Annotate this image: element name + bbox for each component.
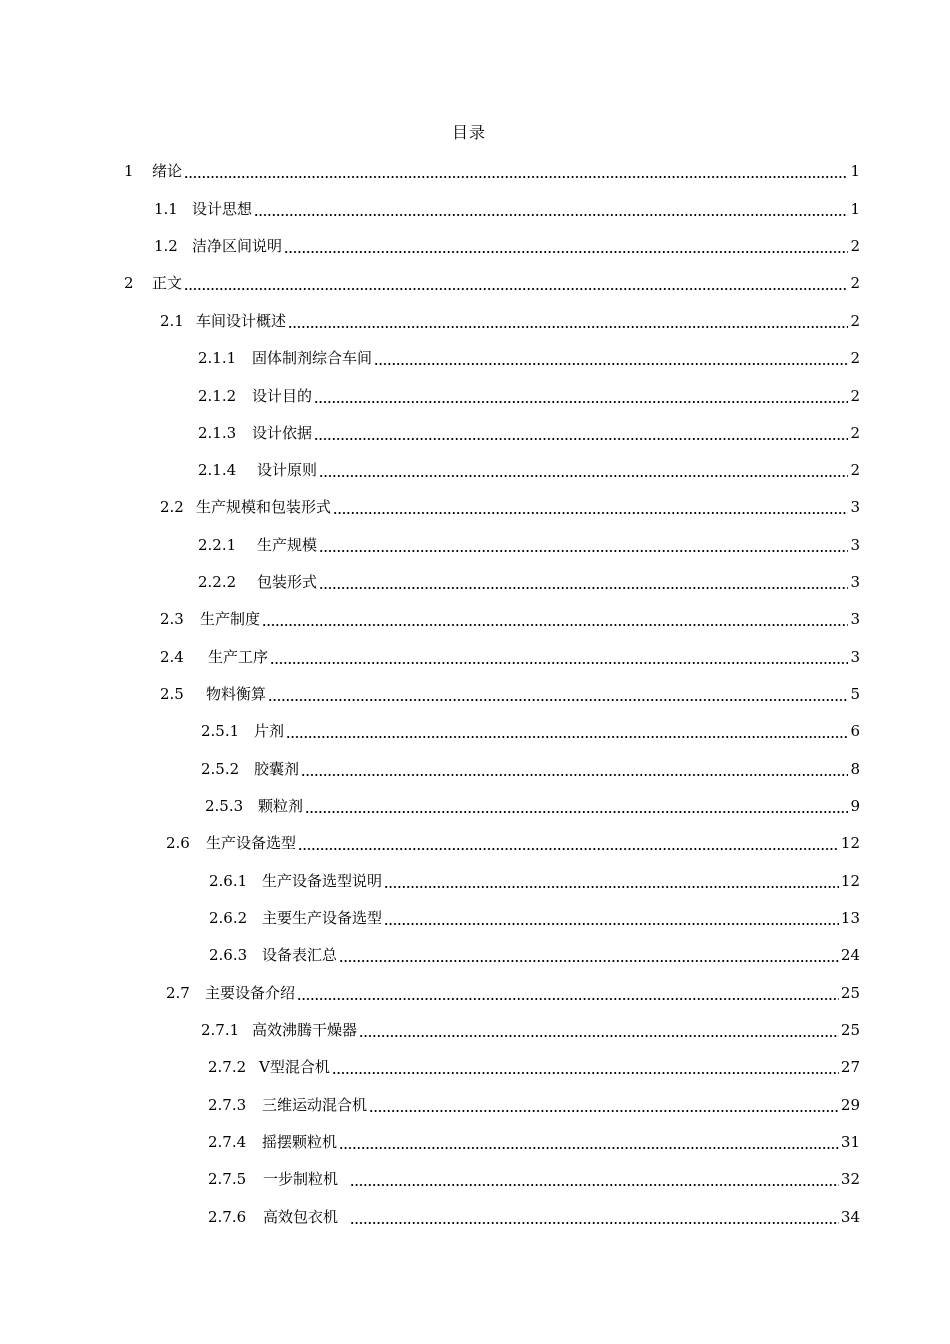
toc-entry-label: 包装形式	[257, 573, 318, 591]
toc-entry-page: 6	[850, 722, 860, 740]
dot-leader	[319, 532, 848, 558]
toc-entry-label: 洁净区间说明	[192, 237, 283, 255]
toc-entry-number: 2.1	[160, 312, 184, 330]
toc-entry-1-2[interactable]	[154, 233, 860, 259]
dot-leader	[319, 457, 848, 483]
dot-leader	[333, 494, 848, 520]
dot-leader	[384, 905, 839, 931]
toc-entry-label: 设计目的	[252, 387, 313, 405]
toc-entry-2-2-2[interactable]	[198, 569, 860, 595]
dot-leader	[339, 942, 839, 968]
toc-entry-label: 绪论	[152, 162, 183, 180]
toc-entry-2-1[interactable]	[160, 308, 860, 334]
dot-leader	[384, 868, 839, 894]
toc-entry-label: 主要设备介绍	[205, 984, 296, 1002]
dot-leader	[350, 1204, 839, 1230]
dot-leader	[284, 233, 848, 259]
toc-entry-number: 2.6	[166, 834, 190, 852]
toc-entry-page: 34	[840, 1208, 860, 1226]
toc-entry-page: 3	[850, 610, 860, 628]
toc-entry-page: 12	[840, 872, 860, 890]
toc-entry-number: 2.1.4	[198, 461, 237, 479]
dot-leader	[262, 606, 848, 632]
toc-entry-page: 32	[840, 1170, 860, 1188]
toc-entry-2-7[interactable]	[166, 980, 860, 1006]
toc-entry-2-5[interactable]	[160, 681, 860, 707]
toc-entry-2-1-4[interactable]	[198, 457, 860, 483]
toc-entry-page: 13	[840, 909, 860, 927]
toc-entry-page: 8	[850, 760, 860, 778]
toc-entry-number: 2.2	[160, 498, 184, 516]
toc-entry-label: 高效沸腾干燥器	[252, 1021, 358, 1039]
toc-entry-number: 2.2.1	[198, 536, 237, 554]
toc-entry-label: 三维运动混合机	[262, 1096, 368, 1114]
dot-leader	[184, 158, 848, 184]
toc-entry-2-7-1[interactable]	[201, 1017, 860, 1043]
toc-entry-2-6[interactable]	[166, 830, 860, 856]
toc-entry-2-4[interactable]	[160, 644, 860, 670]
toc-entry-page: 3	[850, 648, 860, 666]
toc-entry-label: 一步制粒机	[263, 1170, 339, 1188]
toc-entry-2-2-1[interactable]	[198, 532, 860, 558]
toc-entry-2-2[interactable]	[160, 494, 860, 520]
toc-entry-label: V型混合机	[259, 1058, 330, 1076]
toc-entry-label: 设计原则	[257, 461, 318, 479]
toc-entry-page: 1	[850, 162, 860, 180]
toc-entry-page: 2	[850, 274, 860, 292]
toc-entry-number: 2.6.2	[209, 909, 248, 927]
toc-entry-2-6-3[interactable]	[209, 942, 860, 968]
dot-leader	[314, 383, 848, 409]
toc-entry-label: 胶囊剂	[254, 760, 300, 778]
toc-entry-2-7-2[interactable]	[208, 1054, 860, 1080]
toc-entry-label: 设计依据	[252, 424, 313, 442]
toc-entry-2-1-2[interactable]	[198, 383, 860, 409]
dot-leader	[332, 1054, 839, 1080]
toc-entry-page: 25	[840, 1021, 860, 1039]
dot-leader	[314, 420, 848, 446]
toc-entry-label: 设备表汇总	[262, 946, 338, 964]
toc-entry-label: 摇摆颗粒机	[262, 1133, 338, 1151]
toc-entry-label: 生产工序	[208, 648, 269, 666]
toc-entry-number: 2.5.3	[205, 797, 244, 815]
toc-entry-2-7-4[interactable]	[208, 1129, 860, 1155]
toc-entry-number: 2.6.1	[209, 872, 248, 890]
toc-entry-2-7-5[interactable]	[208, 1166, 860, 1192]
toc-entry-label: 生产规模和包装形式	[196, 498, 332, 516]
toc-entry-label: 正文	[152, 274, 183, 292]
toc-title: 目录	[451, 123, 486, 142]
toc-entry-number: 2.5.1	[201, 722, 240, 740]
toc-entry-1-1[interactable]	[154, 196, 860, 222]
dot-leader	[305, 793, 848, 819]
toc-entry-2-6-2[interactable]	[209, 905, 860, 931]
toc-entry-number: 2	[124, 274, 134, 292]
toc-entry-page: 31	[840, 1133, 860, 1151]
toc-entry-number: 2.6.3	[209, 946, 248, 964]
dot-leader	[268, 681, 848, 707]
toc-entry-page: 1	[850, 200, 860, 218]
dot-leader	[374, 345, 848, 371]
toc-entry-label: 车间设计概述	[196, 312, 287, 330]
toc-entry-number: 2.7.4	[208, 1133, 247, 1151]
toc-entry-2-5-3[interactable]	[205, 793, 860, 819]
toc-entry-number: 1.2	[154, 237, 178, 255]
toc-entry-label: 高效包衣机	[263, 1208, 339, 1226]
toc-entry-label: 生产设备选型	[206, 834, 297, 852]
toc-entry-page: 2	[850, 237, 860, 255]
toc-entry-label: 设计思想	[192, 200, 253, 218]
toc-entry-number: 2.7.6	[208, 1208, 247, 1226]
toc-entry-page: 5	[850, 685, 860, 703]
toc-entry-number: 2.4	[160, 648, 184, 666]
toc-entry-page: 24	[840, 946, 860, 964]
toc-entry-number: 2.1.3	[198, 424, 237, 442]
dot-leader	[359, 1017, 839, 1043]
toc-entry-2-5-1[interactable]	[201, 718, 860, 744]
toc-entry-number: 2.7.1	[201, 1021, 240, 1039]
toc-entry-number: 2.2.2	[198, 573, 237, 591]
toc-entry-page: 3	[850, 536, 860, 554]
toc-entry-2[interactable]	[124, 270, 860, 296]
toc-entry-2-3[interactable]	[160, 606, 860, 632]
toc-entry-number: 1.1	[154, 200, 178, 218]
toc-entry-number: 1	[124, 162, 134, 180]
toc-entry-label: 生产制度	[200, 610, 261, 628]
toc-entry-label: 生产规模	[257, 536, 318, 554]
dot-leader	[319, 569, 848, 595]
toc-entry-page: 2	[850, 349, 860, 367]
toc-entry-number: 2.3	[160, 610, 184, 628]
toc-entry-label: 主要生产设备选型	[262, 909, 383, 927]
toc-entry-label: 片剂	[254, 722, 285, 740]
dot-leader	[369, 1092, 839, 1118]
toc-entry-2-6-1[interactable]	[209, 868, 860, 894]
toc-entry-number: 2.1.1	[198, 349, 237, 367]
dot-leader	[270, 644, 848, 670]
toc-entry-page: 25	[840, 984, 860, 1002]
toc-entry-label: 生产设备选型说明	[262, 872, 383, 890]
toc-entry-number: 2.1.2	[198, 387, 237, 405]
toc-entry-page: 2	[850, 312, 860, 330]
toc-entry-number: 2.7.2	[208, 1058, 247, 1076]
toc-entry-1[interactable]	[124, 158, 860, 184]
toc-entry-page: 3	[850, 573, 860, 591]
toc-entry-number: 2.7	[166, 984, 190, 1002]
toc-entry-2-7-6[interactable]	[208, 1204, 860, 1230]
toc-entry-page: 12	[840, 834, 860, 852]
toc-entry-number: 2.5.2	[201, 760, 240, 778]
toc-entry-page: 9	[850, 797, 860, 815]
toc-entry-2-1-1[interactable]	[198, 345, 860, 371]
dot-leader	[286, 718, 848, 744]
toc-entry-page: 3	[850, 498, 860, 516]
dot-leader	[298, 830, 839, 856]
toc-entry-number: 2.7.5	[208, 1170, 247, 1188]
toc-entry-label: 固体制剂综合车间	[252, 349, 373, 367]
dot-leader	[254, 196, 848, 222]
toc-entry-page: 29	[840, 1096, 860, 1114]
toc-entry-page: 2	[850, 424, 860, 442]
toc-entry-2-7-3[interactable]	[208, 1092, 860, 1118]
dot-leader	[297, 980, 839, 1006]
dot-leader	[288, 308, 848, 334]
toc-entry-page: 2	[850, 461, 860, 479]
dot-leader	[350, 1166, 839, 1192]
toc-entry-2-5-2[interactable]	[201, 756, 860, 782]
toc-entry-2-1-3[interactable]	[198, 420, 860, 446]
toc-entry-page: 27	[840, 1058, 860, 1076]
toc-entry-page: 2	[850, 387, 860, 405]
toc-entry-number: 2.5	[160, 685, 184, 703]
dot-leader	[339, 1129, 839, 1155]
toc-entry-number: 2.7.3	[208, 1096, 247, 1114]
toc-entry-label: 颗粒剂	[258, 797, 304, 815]
dot-leader	[184, 270, 848, 296]
dot-leader	[301, 756, 848, 782]
toc-entry-label: 物料衡算	[206, 685, 267, 703]
